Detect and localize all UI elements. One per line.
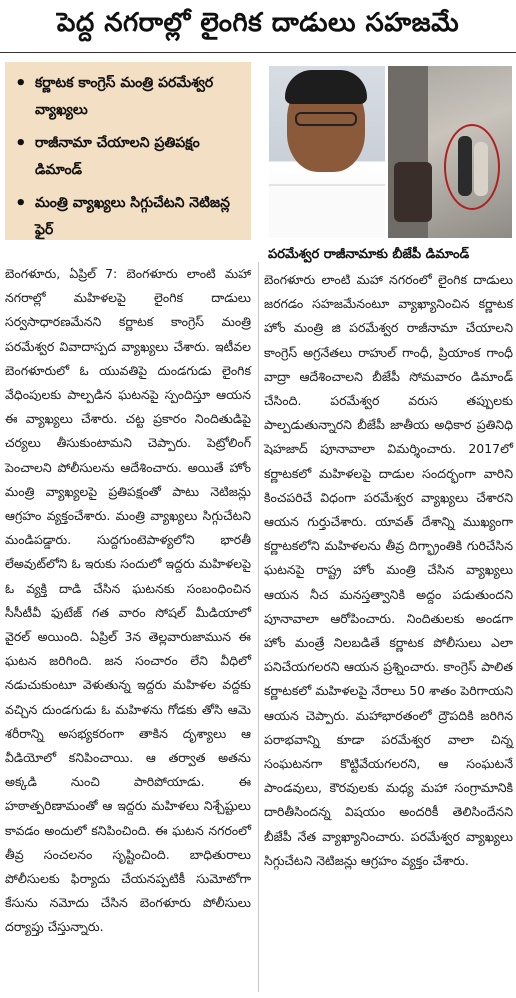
- bullet-icon: •: [15, 73, 27, 94]
- article-headline: పెద్ద నగరాల్లో లైంగిక దాడులు సహజమే: [0, 0, 516, 53]
- article-paragraph: బెంగళూరు లాంటి మహా నగరంలో లైంగిక దాడులు జరగడం సహజమేనంటూ వ్యాఖ్యానించిన కర్ణాటక హోం మంత్రి జి పరమేశ్వర రాజీనామా చేయాలని కాంగ్రెస్ అగ్రనేతలు రాహుల్ గాంధీ, ప్రియాంక గాంధీ వాద్రా ఆదేశించాలని బీజేపీ సోమవారం డిమాండ్ చేసింది. పరమేశ్వర వరుస తప్పులకు పాల్పడుతున్నారని బీజేపీ జాతీయ అధికార ప్రతినిధి షెహజాద్ పూనావాలా విమర్శించారు. 2017లో కర్ణాటకలో మహిళలపై దాడుల సందర్భంగా వారిని కించపరిచే విధంగా పరమేశ్వర వ్యాఖ్యలు చేశారని ఆయన గుర్తుచేశారు. యావత్ దేశాన్ని ముఖ్యంగా కర్ణాటకలోని మహిళలను తీవ్ర దిగ్భ్రాంతికి గురిచేసిన ఘటనపై రాష్ట్ర హోం మంత్రి చేసిన వ్యాఖ్యలు ఆయన నీచ మనస్తత్వానికి అద్దం పడుతుందని పూనావాలా ఆరోపించారు. నిందితులకు అండగా హోం మంత్రే నిలబడితే కర్ణాటక పోలీసులు ఎలా పనిచేయగలరని ఆయన ప్రశ్నించారు. కాంగ్రెస్ పాలిత కర్ణాటకలో మహిళలపై నేరాలు 50 శాతం పెరిగాయని ఆయన చెప్పారు. మహాభారతంలో ద్రౌపదికి జరిగిన పరాభవాన్ని కూడా పరమేశ్వర వాలా చిన్న సంఘటనగా కొట్టివేయగలరని, ఆ సంఘటనే పాండవులు, కౌరవులకు మధ్య మహా సంగ్రామానికి దారితీసిందన్న విషయం అందరికీ తెలిసిందేనని బీజేపీ నేత వ్యాఖ్యానించారు. పరమేశ్వర వ్యాఖ్యలు సిగ్గుచేటని నెటిజన్లు ఆగ్రహం వ్యక్తం చేశారు.: [264, 272, 513, 868]
- highlights-box: [5, 62, 251, 240]
- bullet-icon: •: [15, 193, 27, 214]
- article-column-right: [264, 268, 513, 998]
- photo-caption: పరమేశ్వర రాజీనామాకు బీజేపీ డిమాండ్: [268, 247, 470, 262]
- highlight-item: [15, 130, 243, 184]
- minister-hair: [285, 70, 367, 104]
- highlight-item: [15, 70, 243, 124]
- cctv-bike: [394, 162, 432, 222]
- minister-photo: [269, 66, 385, 238]
- highlight-text: మంత్రి వ్యాఖ్యలు సిగ్గుచేటని నెటిజన్ల ఫైర్: [35, 195, 230, 238]
- minister-glasses: [295, 112, 357, 126]
- minister-shirt: [269, 184, 385, 238]
- article-column-left: [5, 262, 255, 992]
- cctv-highlight-circle: [444, 124, 500, 210]
- column-divider: [258, 262, 259, 992]
- bullet-icon: •: [15, 133, 27, 154]
- highlight-text: కర్ణాటక కాంగ్రెస్ మంత్రి పరమేశ్వర వ్యాఖ్యలు: [35, 75, 214, 118]
- article-paragraph: బెంగళూరు, ఏప్రిల్ 7: బెంగళూరు లాంటి మహా నగరాల్లో మహిళలపై లైంగిక దాడులు సర్వసాధారణమేనని కర్ణాటక కాంగ్రెస్ మంత్రి పరమేశ్వర వివాదాస్పద వ్యాఖ్యలు చేశారు. ఇటీవల బెంగళూరులో ఓ యువతిపై దుండగుడు లైంగిక వేధింపులకు పాల్పడిన ఘటనపై స్పందిస్తూ ఆయన ఈ వ్యాఖ్యలు చేశారు. చట్ట ప్రకారం నిందితుడిపై చర్యలు తీసుకుంటామని చెప్పారు. పెట్రోలింగ్ పెంచాలని పోలీసులను ఆదేశించారు. అయితే హోం మంత్రి వ్యాఖ్యలపై ప్రతిపక్షంతో పాటు నెటిజన్లు ఆగ్రహం వ్యక్తంచేశారు. మంత్రి వ్యాఖ్యలు సిగ్గుచేటని మండిపడ్డారు. సుద్దగుంటెపాళ్యలోని భారతీ లేఅవుట్‌లోని ఓ ఇరుకు సందులో ఇద్దరు మహిళలపై ఓ వ్యక్తి దాడి చేసిన ఘటనకు సంబంధించిన సీసీటీవీ ఫుటేజ్ గత వారం సోషల్ మీడియాలో వైరల్ అయింది. ఏప్రిల్ 3న తెల్లవారుజామున ఈ ఘటన జరిగింది. జన సంచారం లేని వీధిలో నడుచుకుంటూ వెళుతున్న ఇద్దరు మహిళల వద్దకు వచ్చిన దుండగుడు ఓ మహిళను గోడకు తోసి ఆమె శరీరాన్ని అసభ్యకరంగా తాకిన దృశ్యాలు ఆ వీడియోలో కనిపించాయి. ఆ తర్వాత అతను అక్కడి నుంచి పారిపోయాడు. ఈ హఠాత్పరిణామంతో ఆ ఇద్దరు మహిళలు నిశ్చేష్టులు కావడం అందులో కనిపించింది. ఈ ఘటన నగరంలో తీవ్ర సంచలనం సృష్టించింది. బాధితురాలు పోలీసులకు ఫిర్యాదు చేయనప్పటికీ సుమోటోగా కేసును నమోదు చేసిన బెంగళూరు పోలీసులు దర్యాప్తు చేస్తున్నారు.: [5, 266, 251, 935]
- highlight-text: రాజీనామా చేయాలని ప్రతిపక్షం డిమాండ్: [35, 135, 200, 178]
- highlight-item: [15, 190, 243, 244]
- cctv-photo: [388, 66, 512, 238]
